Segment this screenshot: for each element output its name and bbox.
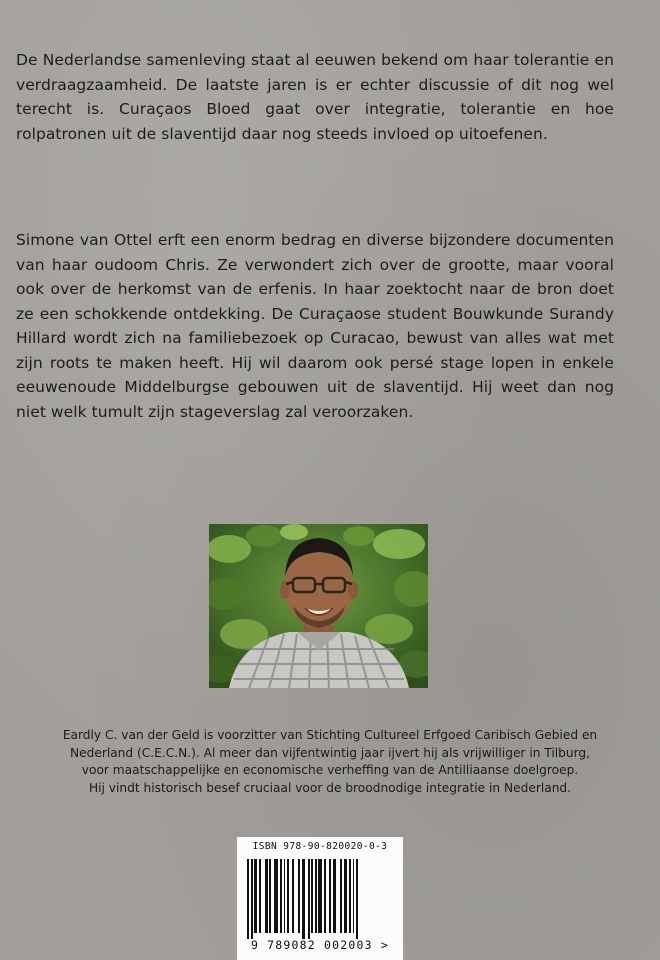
barcode-bar bbox=[287, 859, 289, 933]
author-bio-line: Eardly C. van der Geld is voorzitter van Stichting Cultureel Erfgoed Caribisch Gebied en bbox=[62, 728, 598, 742]
barcode-bar bbox=[311, 859, 313, 933]
barcode-bar bbox=[280, 859, 282, 933]
barcode-bar bbox=[254, 859, 257, 933]
author-bio-line: Hij vindt historisch besef cruciaal voor de broodnodige integratie in Nederland. bbox=[88, 780, 572, 795]
barcode-bar bbox=[315, 859, 317, 933]
barcode-bar bbox=[318, 859, 322, 933]
barcode-bar bbox=[308, 859, 310, 939]
barcode-bar bbox=[274, 859, 278, 933]
barcode-bar bbox=[247, 859, 249, 939]
author-bio bbox=[16, 727, 644, 797]
barcode-bar bbox=[353, 859, 354, 933]
barcode-bar bbox=[344, 859, 347, 933]
barcode-bar bbox=[324, 859, 326, 933]
barcode-bar bbox=[284, 859, 285, 933]
isbn-number: ISBN 978-90-820020-0-3 bbox=[252, 841, 388, 852]
barcode-bar bbox=[349, 859, 351, 933]
barcode-bar bbox=[329, 859, 331, 933]
author-photo bbox=[209, 524, 428, 688]
isbn-barcode bbox=[237, 837, 403, 960]
author-bio-line: Nederland (C.E.C.N.). Al meer dan vijfentwintig jaar ijvert hij als vrijwilliger in Tilburg, bbox=[69, 745, 591, 760]
barcode-bar bbox=[269, 859, 271, 933]
blurb-synopsis: Simone van Ottel erft een enorm bedrag en diverse bijzondere documenten van haar oudoom Chris. Ze verwondert zich over de grootte, maar vooral ook over de herkomst van de erfenis. In haar zoektocht naar de bron doet ze een schokkende ontdekking. De Curaçaose student Bouwkunde Surandy Hillard wordt zich na familiebezoek op Curacao, bewust van alles wat met zijn roots te maken heeft. Hij wil daarom ook persé stage lopen in enkele eeuwenoude Middelburgse gebouwen uit de slaventijd. Hij weet dan nog niet welk tumult zijn stageverslag zal veroorzaken. bbox=[16, 231, 614, 421]
barcode-bar bbox=[298, 859, 300, 933]
barcode-bars bbox=[247, 859, 393, 939]
barcode-bar bbox=[333, 859, 336, 933]
barcode-bar bbox=[292, 859, 294, 933]
blurb-intro: De Nederlandse samenleving staat al eeuwen bekend om haar tolerantie en verdraagzaamheid. De laatste jaren is er echter discussie of dit nog wel terecht is. Curaçaos Bloed gaat over integratie, tolerantie en hoe rolpatronen uit de slaventijd daar nog steeds invloed op uitoefenen. bbox=[16, 51, 614, 143]
barcode-bar bbox=[356, 859, 358, 939]
author-bio-line: voor maatschappelijke en economische verheffing van de Antilliaanse doelgroep. bbox=[81, 763, 579, 778]
barcode-bar bbox=[251, 859, 253, 939]
barcode-bar bbox=[265, 859, 268, 933]
ean-digits: 9 789082 002003 > bbox=[250, 938, 390, 952]
barcode-bar bbox=[302, 859, 305, 939]
barcode-bar bbox=[340, 859, 342, 933]
barcode-bar bbox=[259, 859, 261, 933]
